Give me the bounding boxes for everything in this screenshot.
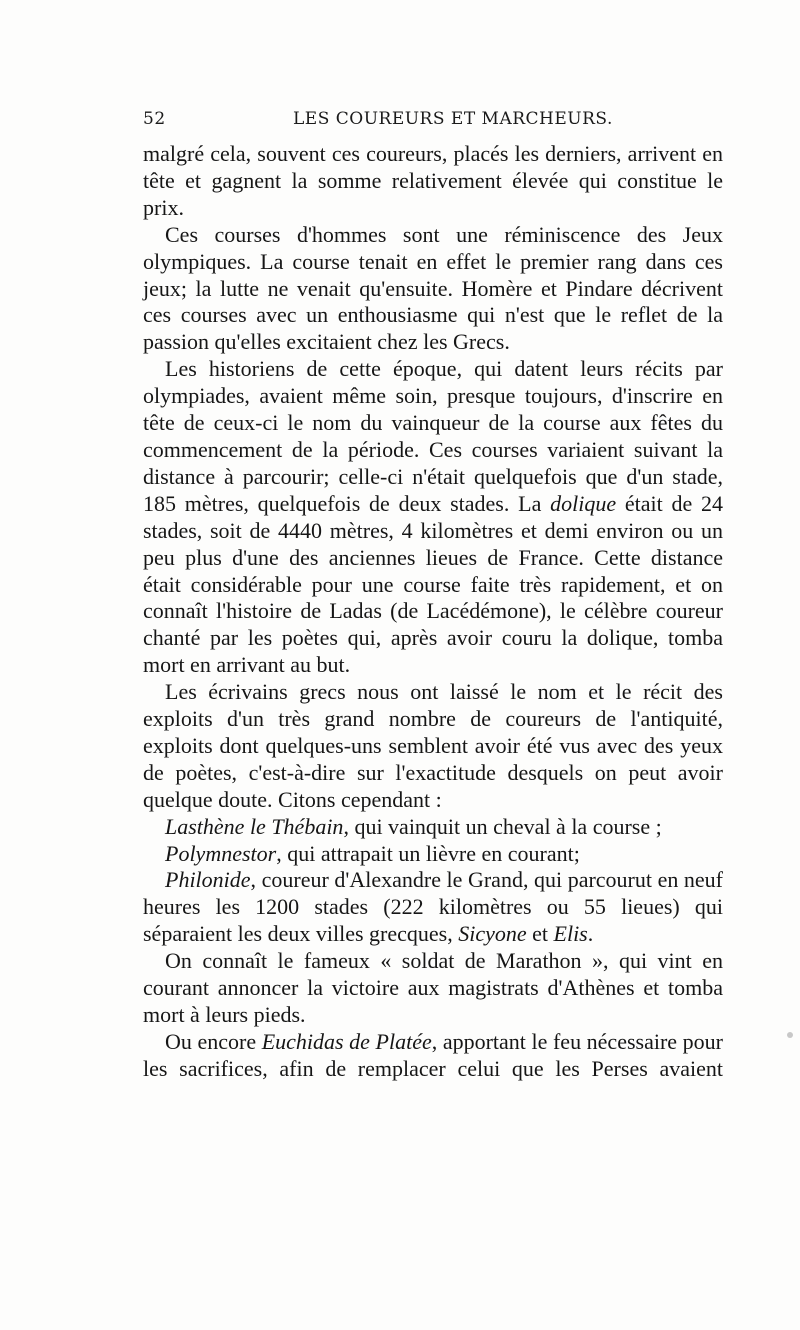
text-segment: et [526,921,554,947]
italic-name: Philonide [165,867,251,893]
text-segment: , qui vainquit un cheval à la course ; [343,813,662,839]
paragraph-3 [143,356,723,679]
page-number: 52 [143,109,166,129]
text-segment: Les écrivains grecs nous ont laissé le nom et le récit des exploits d'un très grand nombre de coureurs de l'antiquité, exploits dont quelques-uns semblent avoir été vus avec des yeux de poètes, c'est-à-dire sur l'exactitude desquels on peut avoir quelque doute. Citons cependant : [143,679,723,812]
paragraph-6 [143,841,723,868]
italic-name: Euchidas de Platée [261,1028,432,1054]
italic-place: Sicyone [458,921,527,947]
paragraph-1 [143,141,723,222]
italic-name: Polymnestor [165,840,277,866]
text-segment: , apportant le feu nécessaire pour les sacrifices, afin de remplacer celui que les Perses avaient [143,1028,723,1081]
paragraph-4 [143,679,723,814]
paragraph-5 [143,814,723,841]
body-text [143,141,723,1083]
italic-place: Elis [553,921,588,947]
text-segment: Les historiens de cette époque, qui datent leurs récits par olympiades, avaient même soin, presque toujours, d'inscrire en tête de ceux-ci le nom du vainqueur de la course aux fêtes du commencement de la période. Ces courses variaient suivant la distance à parcourir; celle-ci n'était quelquefois que d'un stade, 185 mètres, quelquefois de deux stades. La [143,356,723,516]
italic-term: dolique [550,490,617,516]
italic-name: Lasthène le Thébain [165,813,344,839]
text-segment: Ou encore [165,1028,262,1054]
text-segment: . [587,921,594,947]
page-header [143,109,723,133]
text-segment: , qui attrapait un lièvre en courant; [276,840,580,866]
text-segment: malgré cela, souvent ces coureurs, placés les derniers, arrivent en tête et gagnent la somme relativement élevée qui constitue le prix. [143,141,723,220]
text-segment: était de 24 stades, soit de 4440 mètres, 4 kilomètres et demi environ ou un peu plus d'une des anciennes lieues de France. Cette distance était considérable pour une course faite très rapidement, et on connaît l'histoire de Ladas (de Lacédémone), le célèbre coureur chanté par les poètes qui, après avoir couru la dolique, tomba mort en arrivant au but. [143,490,723,678]
scan-speck [787,1032,793,1038]
paragraph-8 [143,948,723,1029]
text-segment: , coureur d'Alexandre le Grand, qui parcourut en neuf heures les 1200 stades (222 kilomètres ou 55 lieues) qui séparaient les deux villes grecques, [143,867,723,947]
paragraph-7 [143,867,723,948]
running-title: LES COUREURS ET MARCHEURS. [293,109,613,129]
paragraph-2 [143,222,723,357]
text-segment: On connaît le fameux « soldat de Marathon », qui vint en courant annoncer la victoire aux magistrats d'Athènes et tomba mort à leurs pieds. [143,948,723,1027]
paragraph-9 [143,1029,723,1083]
text-segment: Ces courses d'hommes sont une réminiscence des Jeux olympiques. La course tenait en effet le premier rang dans ces jeux; la lutte ne venait qu'ensuite. Homère et Pindare décrivent ces courses avec un enthousiasme qui n'est que le reflet de la passion qu'elles excitaient chez les Grecs. [143,221,723,355]
